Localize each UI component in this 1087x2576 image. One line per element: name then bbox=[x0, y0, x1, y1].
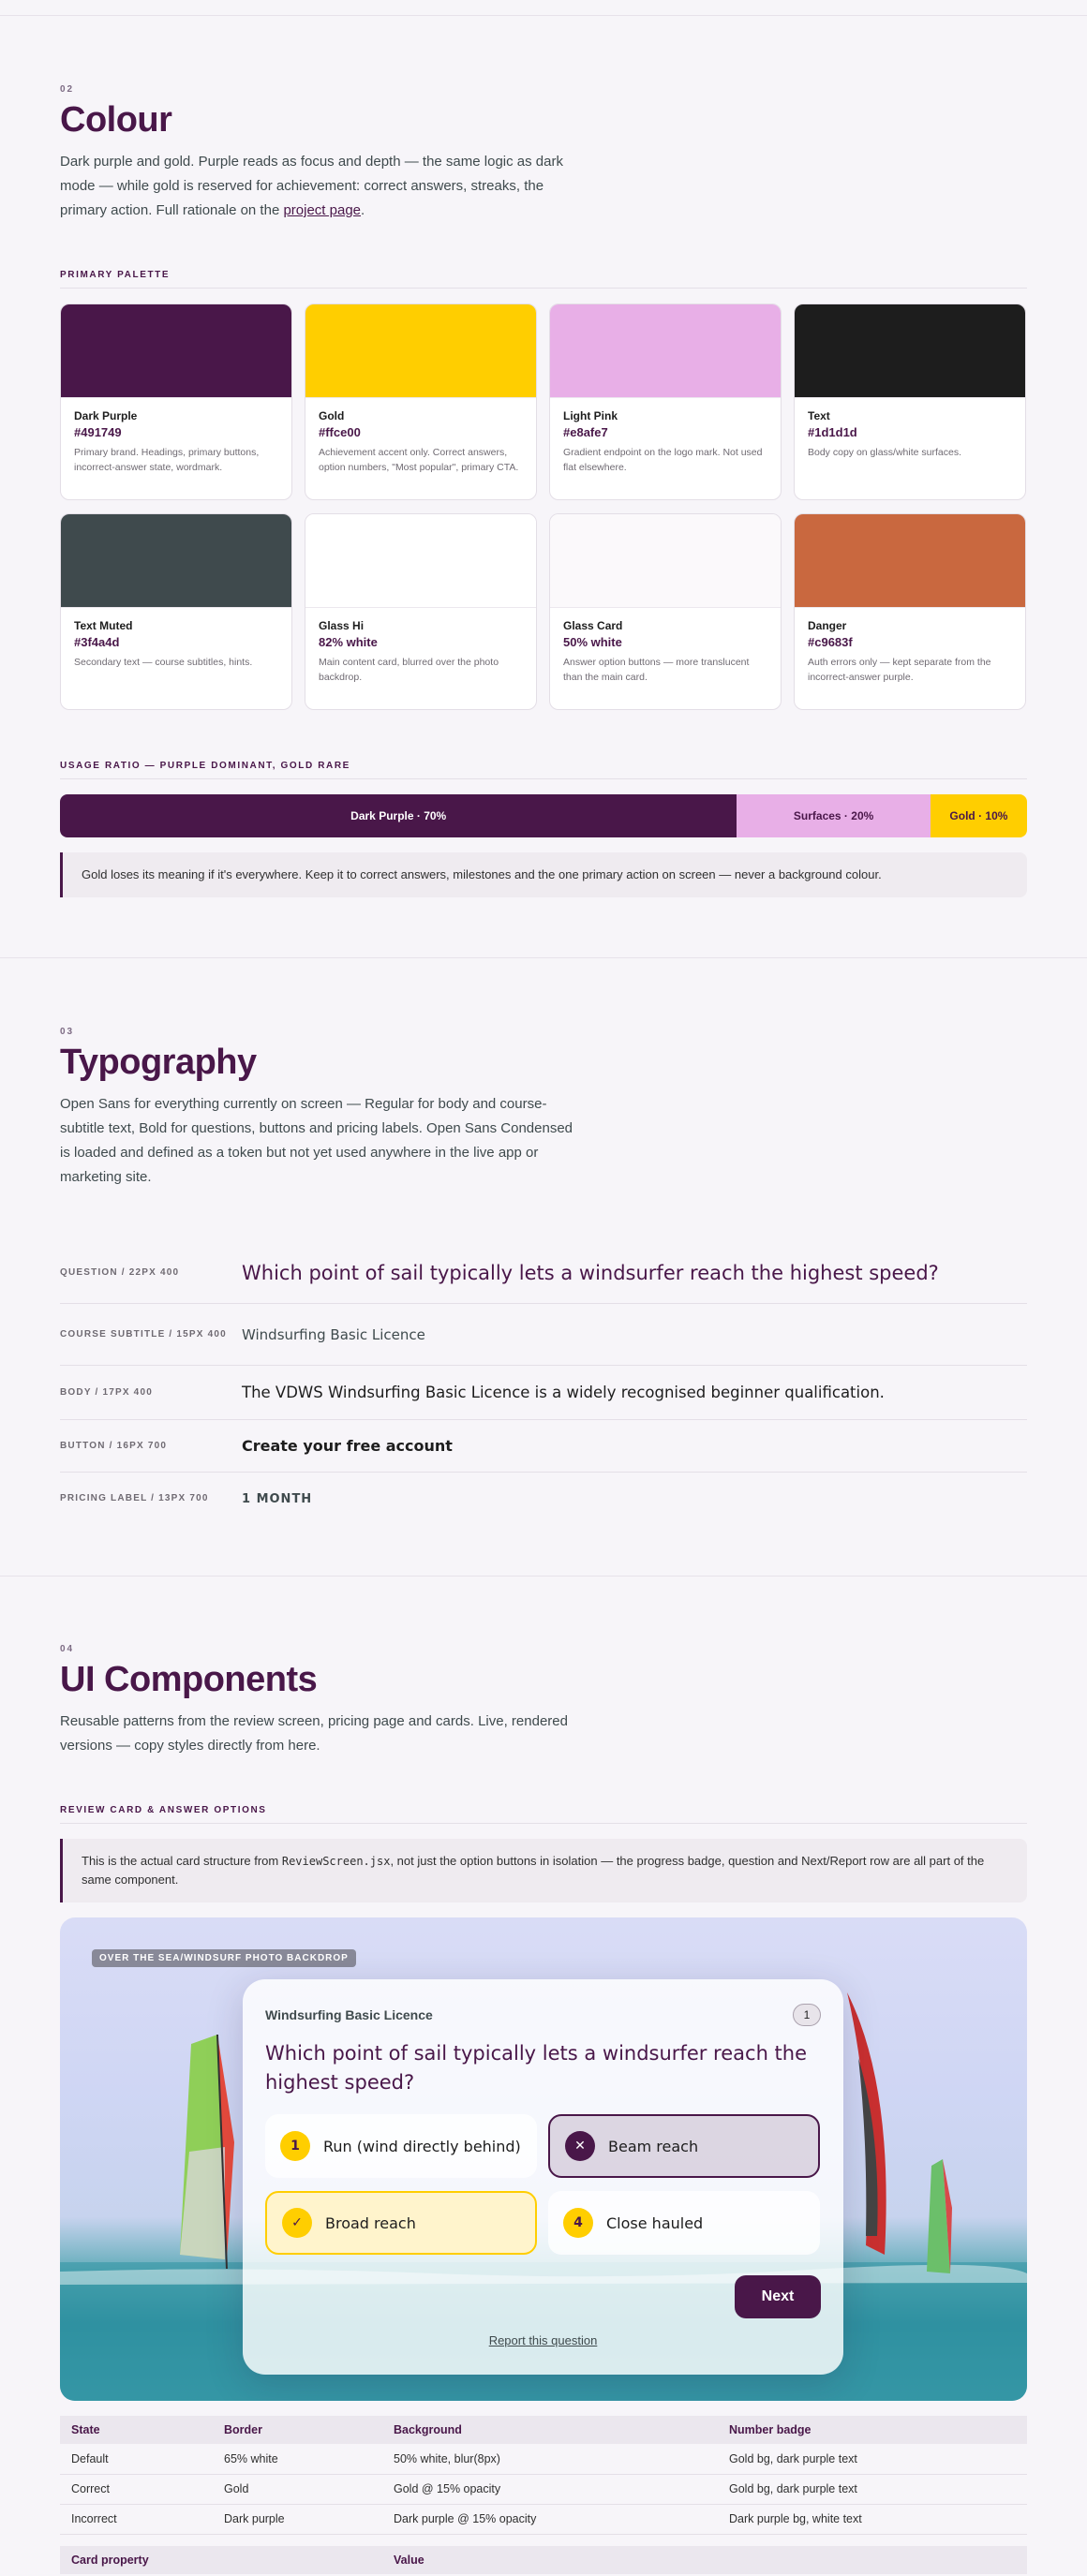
option-label: Run (wind directly behind) bbox=[323, 2137, 521, 2155]
table-cell: Gold bbox=[213, 2474, 382, 2504]
right-sail bbox=[847, 1992, 886, 2255]
card-actions bbox=[265, 2275, 821, 2318]
section-title: UI Components bbox=[60, 1660, 318, 1699]
option-state-table bbox=[60, 2416, 1027, 2535]
backdrop-tag: OVER THE SEA/WINDSURF PHOTO BACKDROP bbox=[92, 1949, 356, 1967]
swatch-name: Light Pink bbox=[563, 409, 618, 422]
type-label: BUTTON / 16PX 700 bbox=[60, 1440, 168, 1451]
swatch-value: #e8afe7 bbox=[563, 425, 608, 439]
type-row-pricing bbox=[60, 1473, 1027, 1525]
progress-badge: 1 bbox=[793, 2004, 821, 2026]
colour-chip bbox=[795, 514, 1025, 608]
column-header: Border bbox=[213, 2416, 382, 2444]
photo-backdrop bbox=[60, 1917, 1027, 2401]
type-sample: 1 MONTH bbox=[242, 1491, 313, 1506]
correct-check-icon: ✓ bbox=[282, 2208, 312, 2238]
table-cell: 65% white bbox=[213, 2444, 382, 2474]
table-row bbox=[60, 2444, 1027, 2474]
swatch-value: #1d1d1d bbox=[808, 425, 857, 439]
swatch-card bbox=[305, 513, 537, 710]
section-lead: Open Sans for everything currently on screen — Regular for body and course-subtitle text, Bold for questions, buttons and pricing labels. Open Sans Condensed is loaded and defined as a token but not yet used anywhere in the live app or marketing site. bbox=[60, 1096, 573, 1185]
usage-ratio-bar bbox=[60, 794, 1027, 837]
swatch-card bbox=[549, 303, 782, 500]
section-lead: Reusable patterns from the review screen, pricing page and cards. Live, rendered versions — copy styles directly from here. bbox=[60, 1713, 568, 1754]
colour-section bbox=[60, 84, 1027, 897]
swatch-info bbox=[61, 608, 291, 681]
swatch-description: Auth errors only — kept separate from the incorrect-answer purple. bbox=[808, 657, 991, 683]
next-button[interactable]: Next bbox=[735, 2275, 821, 2318]
swatch-value: #3f4a4d bbox=[74, 635, 120, 649]
section-lead bbox=[60, 150, 585, 223]
swatch-description: Main content card, blurred over the photo backdrop. bbox=[319, 657, 499, 683]
swatch-description: Achievement accent only. Correct answers, option numbers, "Most popular", primary CTA. bbox=[319, 447, 519, 473]
swatch-description: Gradient endpoint on the logo mark. Not used flat elsewhere. bbox=[563, 447, 763, 473]
swatch-info bbox=[305, 608, 536, 696]
option-number-badge: 4 bbox=[563, 2208, 593, 2238]
table-cell: Default bbox=[60, 2444, 213, 2474]
swatch-info bbox=[795, 608, 1025, 696]
gold-usage-note: Gold loses its meaning if it's everywhere. Keep it to correct answers, milestones and the one primary action on screen — never a background colour. bbox=[60, 852, 1027, 897]
typography-section bbox=[60, 1027, 1027, 1525]
type-sample: Create your free account bbox=[242, 1437, 453, 1455]
column-header: Background bbox=[382, 2416, 718, 2444]
review-card bbox=[243, 1979, 843, 2375]
type-label: COURSE SUBTITLE / 15PX 400 bbox=[60, 1328, 227, 1340]
swatch-card bbox=[794, 303, 1026, 500]
colour-chip bbox=[61, 304, 291, 398]
swatch-value: #491749 bbox=[74, 425, 122, 439]
option-label: Broad reach bbox=[325, 2213, 416, 2232]
answer-option-1[interactable] bbox=[265, 2114, 537, 2178]
section-number: 03 bbox=[60, 1027, 75, 1037]
colour-chip bbox=[550, 304, 781, 398]
table-cell: Gold bg, dark purple text bbox=[718, 2474, 1027, 2504]
swatch-description: Answer option buttons — more translucent than the main card. bbox=[563, 657, 750, 683]
swatch-name: Text Muted bbox=[74, 619, 133, 632]
card-header bbox=[265, 2004, 821, 2026]
section-number: 04 bbox=[60, 1644, 75, 1654]
type-label: PRICING LABEL / 13PX 700 bbox=[60, 1493, 209, 1503]
column-header: Value bbox=[382, 2546, 1027, 2574]
card-property-table bbox=[60, 2546, 1027, 2574]
course-title: Windsurfing Basic Licence bbox=[265, 2007, 433, 2022]
palette-label: PRIMARY PALETTE bbox=[60, 270, 1027, 289]
swatch-value: #c9683f bbox=[808, 635, 853, 649]
swatch-card bbox=[305, 303, 537, 500]
project-page-link[interactable]: project page bbox=[283, 202, 362, 218]
type-label: QUESTION / 22PX 400 bbox=[60, 1266, 180, 1278]
colour-chip bbox=[550, 514, 781, 608]
type-row-body bbox=[60, 1366, 1027, 1420]
swatch-value: #ffce00 bbox=[319, 425, 361, 439]
swatch-info bbox=[795, 398, 1025, 471]
table-cell: Dark purple bbox=[213, 2504, 382, 2534]
column-header: Number badge bbox=[718, 2416, 1027, 2444]
type-sample: Which point of sail typically lets a windsurfer reach the highest speed? bbox=[242, 1261, 939, 1284]
palette-grid bbox=[60, 303, 1027, 710]
colour-chip bbox=[305, 514, 536, 608]
swatch-name: Glass Hi bbox=[319, 619, 365, 632]
swatch-value: 82% white bbox=[319, 635, 378, 649]
table-cell: Gold bg, dark purple text bbox=[718, 2444, 1027, 2474]
column-header: Card property bbox=[60, 2546, 382, 2574]
table-header-row bbox=[60, 2546, 1027, 2574]
review-label: REVIEW CARD & ANSWER OPTIONS bbox=[60, 1805, 1027, 1824]
table-row bbox=[60, 2474, 1027, 2504]
swatch-name: Glass Card bbox=[563, 619, 623, 632]
swatch-name: Danger bbox=[808, 619, 847, 632]
section-divider bbox=[0, 957, 1087, 958]
note-code: ReviewScreen.jsx bbox=[281, 1855, 391, 1868]
note-text: This is the actual card structure from bbox=[82, 1854, 282, 1868]
note-text-end: , not just the option buttons in isolation — the progress badge, question and Next/Report row are all part of the same component. bbox=[82, 1854, 985, 1887]
type-row-subtitle bbox=[60, 1304, 1027, 1366]
ratio-label: USAGE RATIO — PURPLE DOMINANT, GOLD RARE bbox=[60, 761, 1027, 779]
table-cell: 50% white, blur(8px) bbox=[382, 2444, 718, 2474]
colour-chip bbox=[305, 304, 536, 398]
left-sail bbox=[180, 2035, 234, 2269]
top-divider bbox=[0, 15, 1087, 16]
swatch-info bbox=[305, 398, 536, 486]
ratio-segment: Surfaces · 20% bbox=[737, 794, 930, 837]
table-cell: Dark purple @ 15% opacity bbox=[382, 2504, 718, 2534]
swatch-card bbox=[60, 303, 292, 500]
type-sample: Windsurfing Basic Licence bbox=[242, 1325, 425, 1343]
answer-option-2[interactable] bbox=[548, 2114, 820, 2178]
colour-chip bbox=[795, 304, 1025, 398]
type-row-button bbox=[60, 1420, 1027, 1473]
swatch-description: Primary brand. Headings, primary buttons, incorrect-answer state, wordmark. bbox=[74, 447, 260, 473]
table-cell: Gold @ 15% opacity bbox=[382, 2474, 718, 2504]
column-header: State bbox=[60, 2416, 213, 2444]
table-cell: Incorrect bbox=[60, 2504, 213, 2534]
colour-chip bbox=[61, 514, 291, 608]
answer-option-4[interactable] bbox=[548, 2191, 820, 2255]
swatch-card bbox=[794, 513, 1026, 710]
type-scale bbox=[60, 1242, 1027, 1525]
report-question-link[interactable]: Report this question bbox=[488, 2333, 598, 2347]
swatch-name: Dark Purple bbox=[74, 409, 138, 422]
option-label: Close hauled bbox=[606, 2213, 704, 2232]
far-sail bbox=[927, 2159, 952, 2273]
swatch-name: Gold bbox=[319, 409, 345, 422]
section-number: 02 bbox=[60, 84, 75, 95]
swatch-description: Body copy on glass/white surfaces. bbox=[808, 447, 962, 458]
table-cell: Correct bbox=[60, 2474, 213, 2504]
swatch-info bbox=[61, 398, 291, 486]
section-title: Colour bbox=[60, 100, 172, 140]
swatch-value: 50% white bbox=[563, 635, 622, 649]
question-text: Which point of sail typically lets a windsurfer reach the highest speed? bbox=[265, 2042, 808, 2094]
swatch-card bbox=[549, 513, 782, 710]
table-row bbox=[60, 2504, 1027, 2534]
swatch-name: Text bbox=[808, 409, 830, 422]
type-row-question bbox=[60, 1242, 1027, 1304]
option-label: Beam reach bbox=[608, 2137, 699, 2155]
review-note bbox=[60, 1839, 1027, 1902]
lead-text: Dark purple and gold. Purple reads as focus and depth — the same logic as dark mode — while gold is reserved for achievement: correct answers, streaks, the primary action. Full rationale on the bbox=[60, 154, 563, 218]
section-title: Typography bbox=[60, 1043, 257, 1082]
ratio-segment: Dark Purple · 70% bbox=[60, 794, 737, 837]
ratio-segment: Gold · 10% bbox=[931, 794, 1027, 837]
option-number-badge: 1 bbox=[280, 2131, 310, 2161]
swatch-description: Secondary text — course subtitles, hints. bbox=[74, 657, 253, 668]
type-sample: The VDWS Windsurfing Basic Licence is a widely recognised beginner qualification. bbox=[242, 1384, 885, 1401]
table-header-row bbox=[60, 2416, 1027, 2444]
swatch-info bbox=[550, 398, 781, 486]
lead-end: . bbox=[361, 202, 365, 218]
table-cell: Dark purple bg, white text bbox=[718, 2504, 1027, 2534]
answer-options bbox=[265, 2114, 821, 2255]
swatch-info bbox=[550, 608, 781, 696]
section-divider bbox=[0, 1576, 1087, 1577]
answer-option-3[interactable] bbox=[265, 2191, 537, 2255]
incorrect-x-icon: ✕ bbox=[565, 2131, 595, 2161]
swatch-card bbox=[60, 513, 292, 710]
type-label: BODY / 17PX 400 bbox=[60, 1386, 153, 1398]
components-section bbox=[60, 1644, 1027, 2574]
